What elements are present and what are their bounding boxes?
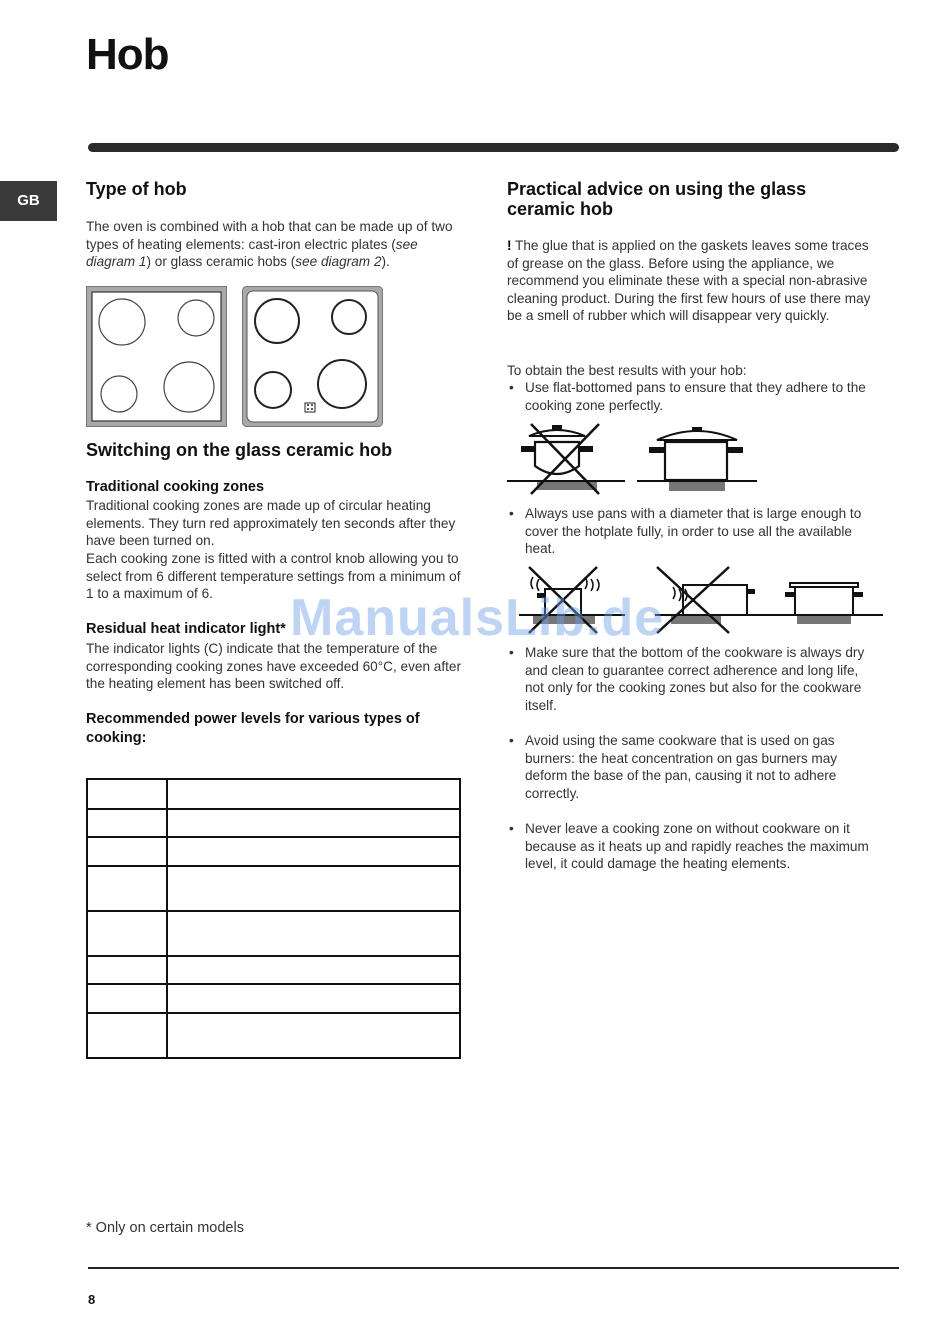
text-segment: ).	[381, 254, 390, 270]
list-item: • Always use pans with a diameter that is large enough to cover the hotplate fully, in order to use all the available heat.	[507, 505, 879, 558]
table-cell	[167, 809, 460, 837]
warning-icon: !	[507, 238, 512, 253]
control-knob-text: Each cooking zone is fitted with a control knob allowing you to select from 6 different temperature settings from a minimum of 1 to a maximum of 6.	[86, 551, 461, 602]
warning-body: The glue that is applied on the gaskets leaves some traces of grease on the glass. Before using the appliance, we recommend you eliminate these with a special non-abrasive cleaning product. During the first few hours of use there may be a smell of rubber which will disappear very quickly.	[507, 238, 871, 324]
advice-list-2	[507, 505, 879, 558]
type-of-hob-text	[86, 218, 466, 271]
text-segment: ) or glass ceramic hobs (	[146, 254, 296, 270]
diagram-1-reference: see diagram 1	[86, 236, 418, 270]
list-item: • Make sure that the bottom of the cookware is always dry and clean to guarantee correct adherence and long life, not only for the cooking zones but also for the cookware itself.	[507, 644, 879, 714]
list-item: • Never leave a cooking zone on without cookware on it because as it heats up and rapidly reaches the maximum level, it could damage the heating elements.	[507, 820, 879, 873]
language-tab: GB	[0, 181, 57, 221]
best-results-intro: To obtain the best results with your hob:	[507, 363, 747, 378]
flat-bottom-pan-illustration-icon	[507, 420, 769, 500]
table-cell	[167, 866, 460, 911]
list-item: • Avoid using the same cookware that is used on gas burners: the heat concentration on gas burners may deform the base of the pan, causing it not to adhere correctly.	[507, 732, 879, 802]
switching-heading: Switching on the glass ceramic hob	[86, 440, 393, 460]
glass-ceramic-hob-diagram-icon	[242, 286, 383, 427]
table-cell	[87, 837, 167, 866]
table-row	[87, 911, 460, 956]
advice-list-3	[507, 644, 879, 873]
footer-rule	[88, 1267, 899, 1269]
table-cell	[87, 866, 167, 911]
header-rule	[88, 143, 899, 152]
table-cell	[167, 911, 460, 956]
warning-text	[507, 237, 875, 325]
table-cell	[167, 956, 460, 984]
correct-pan-icon	[769, 583, 883, 624]
table-cell	[87, 911, 167, 956]
residual-heat-text: The indicator lights (C) indicate that the temperature of the corresponding cooking zones have exceeded 60°C, even after the heating element has been switched off.	[86, 641, 461, 692]
traditional-zones-text: Traditional cooking zones are made up of circular heating elements. They turn red approximately ten seconds after they have been turned on.	[86, 498, 456, 549]
table-cell	[87, 1013, 167, 1058]
footnote: * Only on certain models	[86, 1220, 244, 1236]
text-segment: The oven is combined with a hob that can be made up of two types of heating elements: cast-iron electric plates (	[86, 219, 453, 252]
table-row	[87, 1013, 460, 1058]
residual-heat-heading: Residual heat indicator light*	[86, 621, 286, 637]
table-cell	[87, 809, 167, 837]
table-cell	[167, 837, 460, 866]
table-row	[87, 866, 460, 911]
practical-advice-heading: Practical advice on using the glass ceramic hob	[507, 179, 807, 219]
page-title: Hob	[86, 30, 169, 79]
table-cell	[167, 1013, 460, 1058]
table-cell	[167, 984, 460, 1013]
large-pan-icon	[655, 567, 769, 633]
table-row	[87, 984, 460, 1013]
table-cell	[87, 984, 167, 1013]
table-cell	[87, 956, 167, 984]
table-row	[87, 779, 460, 809]
type-of-hob-heading: Type of hob	[86, 179, 187, 199]
traditional-zones-heading: Traditional cooking zones	[86, 479, 265, 495]
advice-list-1	[507, 379, 879, 414]
table-cell	[87, 779, 167, 809]
table-row	[87, 837, 460, 866]
recommended-levels-heading: Recommended power levels for various types of cooking:	[86, 711, 420, 746]
table-row	[87, 956, 460, 984]
table-row	[87, 809, 460, 837]
flat-pan-icon	[637, 427, 757, 491]
diagram-2-reference: see diagram 2	[295, 254, 382, 270]
page-number: 8	[88, 1292, 96, 1307]
power-levels-table	[86, 778, 461, 1059]
table-cell	[167, 779, 460, 809]
watermark: ManualsLib.de	[290, 589, 665, 647]
list-item: • Use flat-bottomed pans to ensure that they adhere to the cooking zone perfectly.	[507, 379, 879, 414]
cast-iron-hob-diagram-icon	[86, 286, 227, 427]
